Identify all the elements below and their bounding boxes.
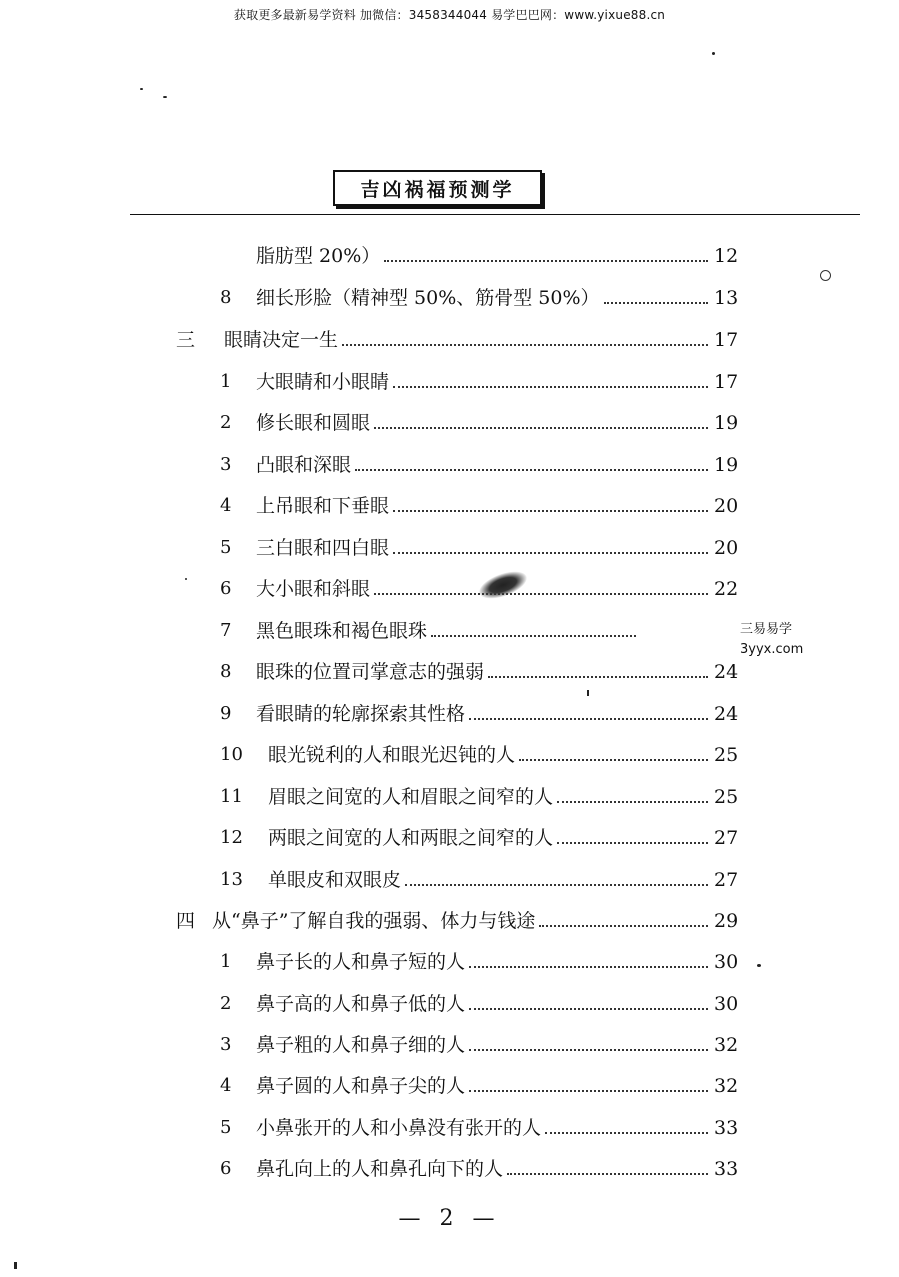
toc-chapter-title: 从“鼻子”了解自我的强弱、体力与钱途 [212,910,536,932]
scan-speck [14,1262,17,1269]
toc-entry-page: 25 [714,786,739,808]
toc-entry [220,779,746,809]
toc-entry-page: 32 [714,1034,739,1056]
scan-speck [185,578,187,580]
toc-entry [220,696,746,726]
toc-entry-title: 上吊眼和下垂眼 [256,495,390,517]
toc-entry-title: 细长形脸（精神型 50%、筋骨型 50%） [256,287,600,309]
toc-leader-dots [469,718,708,720]
toc-entry-page: 24 [714,661,739,683]
toc-entry-title: 修长眼和圆眼 [256,412,371,434]
scan-speck [587,690,589,696]
toc-entry-title: 两眼之间宽的人和两眼之间窄的人 [268,827,554,849]
toc-entry-number: 3 [220,1034,232,1055]
toc-entry-number: 10 [220,744,243,765]
toc-entry [220,364,746,394]
toc-entry-page: 20 [714,537,739,559]
toc-entry [220,944,746,974]
toc-entry-title: 鼻子高的人和鼻子低的人 [256,993,466,1015]
side-watermark [740,620,803,660]
scan-speck [757,964,761,967]
toc-leader-dots [469,1049,708,1051]
toc-entry-page: 12 [714,245,739,267]
toc-entry-title: 大眼睛和小眼睛 [256,371,390,393]
toc-entry-number: 4 [220,1075,232,1096]
toc-entry-number: 6 [220,578,232,599]
toc-entry-number: 1 [220,371,232,392]
side-watermark-line: 3yyx.com [740,642,804,657]
toc-entry-page: 27 [714,869,739,891]
toc-entry-title: 小鼻张开的人和小鼻没有张开的人 [256,1117,542,1139]
toc-entry-page: 33 [714,1117,739,1139]
toc-entry [220,862,746,892]
toc-entry-number: 9 [220,703,232,724]
toc-leader-dots [488,676,708,678]
toc-leader-dots [519,759,708,761]
side-watermark-line: 三易易学 [740,622,793,637]
toc-entry-number: 5 [220,537,232,558]
toc-entry-title: 鼻子圆的人和鼻子尖的人 [256,1075,466,1097]
toc-chapter-number: 四 [176,910,196,932]
toc-entry-number: 13 [220,869,243,890]
toc-entry [256,238,746,268]
toc-leader-dots [469,1008,708,1010]
toc-entry-title: 眼光锐利的人和眼光迟钝的人 [268,744,516,766]
toc-entry-page: 22 [714,578,739,600]
toc-entry [220,1068,746,1098]
toc-entry [220,530,746,560]
watermark-banner: 获取更多最新易学资料 加微信：3458344044 易学巴巴网：www.yixue88.cn [233,8,666,22]
toc-chapter [176,903,746,933]
toc-leader-dots [355,469,708,471]
toc-entry [220,1151,746,1181]
toc-entry-title: 鼻子粗的人和鼻子细的人 [256,1034,466,1056]
toc-leader-dots [469,1090,708,1092]
toc-leader-dots [342,344,708,346]
toc-entry-number: 4 [220,495,232,516]
toc-entry-number: 5 [220,1117,232,1138]
toc-leader-dots [393,552,708,554]
toc-entry-number: 11 [220,786,243,807]
toc-entry-title: 眼珠的位置司掌意志的强弱 [256,661,485,683]
page-number: — 2 — [398,1206,501,1231]
toc-leader-dots [557,801,708,803]
toc-leader-dots [557,842,708,844]
toc-entry-page: 17 [714,329,739,351]
scan-speck [712,52,715,55]
toc-leader-dots [393,510,708,512]
toc-entry-page: 13 [714,287,739,309]
toc-entry-number: 7 [220,620,232,641]
toc-leader-dots [431,635,636,637]
toc-leader-dots [604,302,708,304]
toc-entry [220,405,746,435]
toc-entry [220,1110,746,1140]
toc-entry-number: 6 [220,1158,232,1179]
toc-entry-number: 2 [220,993,232,1014]
toc-entry-page: 33 [714,1158,739,1180]
toc-entry-number: 2 [220,412,232,433]
scan-speck [163,96,167,98]
toc-leader-dots [374,593,708,595]
toc-entry-title: 单眼皮和双眼皮 [268,869,402,891]
toc-entry-page: 25 [714,744,739,766]
toc-entry [220,986,746,1016]
toc-entry-page: 20 [714,495,739,517]
toc-entry-number: 1 [220,951,232,972]
toc-entry [220,737,746,767]
toc-entry-title: 眉眼之间宽的人和眉眼之间窄的人 [268,786,554,808]
toc-entry [220,447,746,477]
toc-entry [220,488,746,518]
toc-entry-page: 19 [714,412,739,434]
toc-entry [220,1027,746,1057]
toc-entry-page: 30 [714,951,739,973]
toc-entry-title: 三白眼和四白眼 [256,537,390,559]
toc-leader-dots [384,260,708,262]
toc-entry-title: 脂肪型 20%） [256,245,381,267]
toc-leader-dots [405,884,708,886]
toc-leader-dots [545,1132,708,1134]
scan-speck [140,88,143,90]
toc-entry [220,820,746,850]
toc-entry-number: 8 [220,661,232,682]
toc-leader-dots [539,925,708,927]
toc-chapter-title: 眼睛决定一生 [224,329,339,351]
scan-speck [820,270,831,281]
toc-entry-number: 12 [220,827,243,848]
toc-entry-number: 8 [220,287,232,308]
toc-entry [220,613,642,643]
toc-entry-title: 鼻子长的人和鼻子短的人 [256,951,466,973]
toc-entry-page: 27 [714,827,739,849]
toc-entry-title: 看眼睛的轮廓探索其性格 [256,703,466,725]
toc-entry-page: 30 [714,993,739,1015]
toc-entry-title: 凸眼和深眼 [256,454,352,476]
toc-entry-page: 19 [714,454,739,476]
toc-chapter [176,322,746,352]
toc-entry [220,280,746,310]
toc-leader-dots [374,427,708,429]
toc-entry-number: 3 [220,454,232,475]
toc-entry-page: 29 [714,910,739,932]
toc-entry-title: 大小眼和斜眼 [256,578,371,600]
toc-entry-title: 黑色眼珠和褐色眼珠 [256,620,428,642]
toc-leader-dots [469,966,708,968]
toc-entry-page: 24 [714,703,739,725]
toc-leader-dots [393,386,708,388]
toc-entry-page: 17 [714,371,739,393]
toc-entry-page: 32 [714,1075,739,1097]
toc-entry [220,654,746,684]
running-header-title: 吉凶祸福预测学 [333,170,542,206]
toc-leader-dots [507,1173,708,1175]
toc-entry-title: 鼻孔向上的人和鼻孔向下的人 [256,1158,504,1180]
toc-chapter-number: 三 [176,329,196,351]
